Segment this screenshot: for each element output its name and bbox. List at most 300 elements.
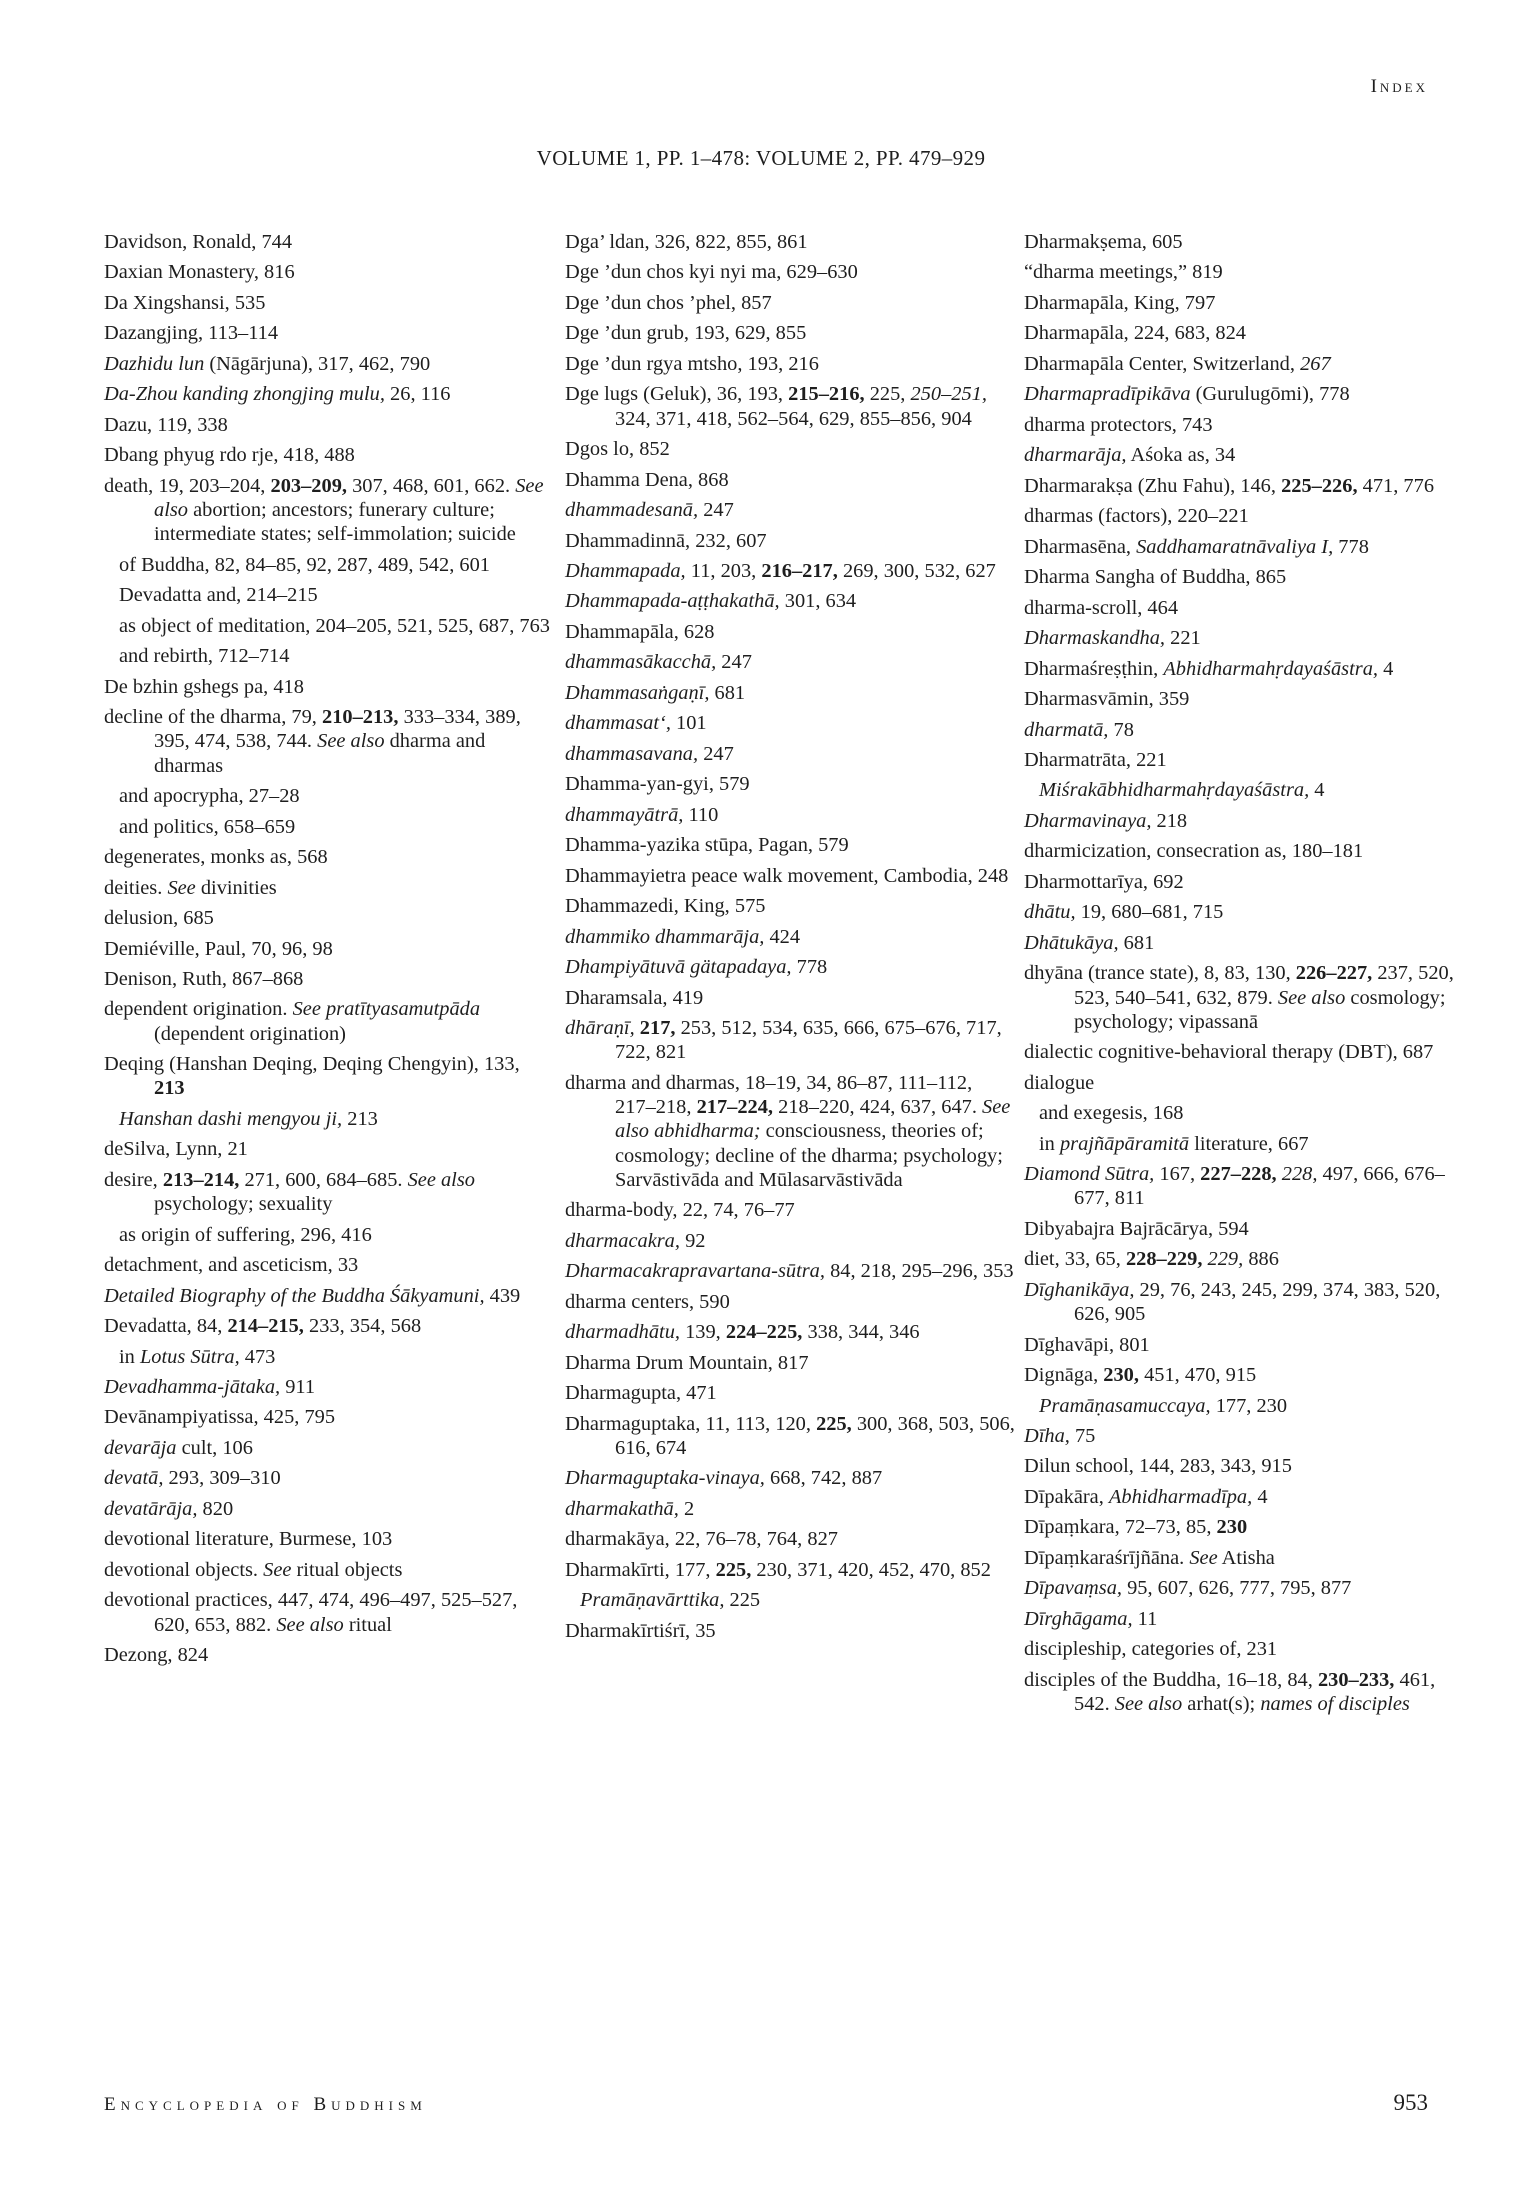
entry-text: “dharma meetings,” 819 <box>1024 261 1223 284</box>
entry-text: 911 <box>280 1375 316 1398</box>
index-entry <box>1024 1040 1474 1064</box>
entry-text: dialectic cognitive-behavioral therapy (DBT), 687 <box>1024 1041 1434 1064</box>
index-column-2 <box>565 230 1015 1649</box>
index-entry <box>1024 443 1474 467</box>
entry-text: decline of the dharma, 79, <box>104 706 322 729</box>
index-entry <box>104 321 554 345</box>
entry-text: 473 <box>239 1345 276 1368</box>
entry-text: dhammayātrā, <box>565 803 684 826</box>
entry-text: dharma and dharmas <box>154 730 486 777</box>
entry-text: 213 <box>342 1107 378 1130</box>
entry-text: dialogue <box>1024 1071 1095 1094</box>
index-entry <box>1024 474 1474 498</box>
entry-text: 29, 76, 243, 245, 299, 374, 383, 520, 626, 905 <box>1074 1278 1441 1326</box>
index-entry <box>104 1558 554 1582</box>
index-subentry <box>104 815 554 839</box>
entry-text: 681 <box>709 681 746 704</box>
index-entry <box>1024 1515 1474 1539</box>
entry-text: devatā, <box>104 1467 164 1490</box>
entry-text: 247 <box>698 499 734 522</box>
entry-text: dharmicization, consecration as, 180–181 <box>1024 840 1364 863</box>
entry-text: Dharmarakṣa (Zhu Fahu), 146, <box>1024 474 1282 497</box>
entry-text: 230 <box>1216 1516 1248 1539</box>
index-entry <box>104 382 554 406</box>
entry-text: See also <box>407 1168 475 1191</box>
index-entry <box>1024 504 1474 528</box>
index-entry <box>565 559 1015 583</box>
entry-text: disciples of the Buddha, 16–18, 84, <box>1024 1668 1318 1691</box>
index-entry <box>1024 839 1474 863</box>
entry-text: and rebirth, 712–714 <box>119 645 290 668</box>
entry-text: 213 <box>154 1077 185 1100</box>
index-entry <box>1024 1162 1474 1211</box>
entry-text: See also <box>276 1613 344 1636</box>
index-entry <box>565 352 1015 376</box>
entry-text: cult, 106 <box>176 1436 253 1459</box>
entry-text: arhat(s); <box>1182 1693 1261 1716</box>
index-entry <box>565 437 1015 461</box>
entry-text: 247 <box>716 651 752 674</box>
index-entry <box>565 1497 1015 1521</box>
entry-text: Dazhidu lun <box>104 352 205 375</box>
entry-text: 230–233, <box>1317 1668 1395 1691</box>
index-subentry <box>104 583 554 607</box>
entry-text: Dge ’dun grub, 193, 629, 855 <box>565 322 807 345</box>
entry-text: 227–228, <box>1200 1163 1277 1186</box>
index-entry <box>104 291 554 315</box>
entry-text: deSilva, Lynn, 21 <box>104 1138 248 1161</box>
entry-text: dharmadhātu, <box>565 1321 680 1344</box>
index-entry <box>565 1351 1015 1375</box>
entry-text: Dīrghāgama, <box>1024 1607 1133 1630</box>
index-entry <box>1024 1333 1474 1357</box>
index-entry <box>104 443 554 467</box>
entry-text: See also <box>154 474 544 522</box>
index-entry <box>1024 687 1474 711</box>
index-entry <box>565 1016 1015 1065</box>
index-entry <box>565 1290 1015 1314</box>
entry-text: dependent origination. <box>104 998 293 1021</box>
index-entry <box>1024 870 1474 894</box>
entry-text: 101 <box>670 712 707 735</box>
entry-text: Dezong, 824 <box>104 1644 209 1666</box>
entry-text: and apocrypha, 27–28 <box>119 785 300 808</box>
entry-text: Dīpaṃkaraśrījñāna. <box>1024 1546 1190 1569</box>
entry-text: 225, <box>715 1558 752 1581</box>
index-entry <box>565 230 1015 254</box>
entry-text: 177, 230 <box>1210 1394 1288 1417</box>
index-entry <box>1024 1546 1474 1570</box>
index-entry <box>565 529 1015 553</box>
entry-text: Dīpavaṃsa, <box>1024 1577 1122 1600</box>
entry-text: cosmology; psychology; vipassanā <box>1074 986 1446 1033</box>
entry-text: psychology; sexuality <box>154 1193 333 1216</box>
entry-text: ritual objects <box>291 1558 403 1581</box>
entry-text: Pramāṇavārttika, <box>580 1589 725 1612</box>
entry-text: Aśoka as, 34 <box>1126 444 1236 467</box>
entry-text: 267 <box>1300 352 1331 375</box>
entry-text: 233, 354, 568 <box>303 1315 422 1338</box>
entry-text: Dgos lo, 852 <box>565 438 670 461</box>
entry-text: Devadatta and, 214–215 <box>119 584 318 607</box>
entry-text: Dignāga, <box>1024 1364 1104 1387</box>
entry-text: 78 <box>1108 718 1134 741</box>
entry-text: divinities <box>195 876 277 899</box>
entry-text: ritual <box>343 1613 392 1636</box>
index-entry <box>1024 1363 1474 1387</box>
entry-text: 4 <box>1252 1485 1268 1508</box>
entry-text: Abhidharmahṛdayaśāstra, <box>1163 657 1378 680</box>
entry-text: Dharmottarīya, 692 <box>1024 870 1184 893</box>
entry-text: Dharmapāla, King, 797 <box>1024 291 1216 314</box>
entry-text: Dge ’dun chos kyi nyi ma, 629–630 <box>565 261 858 284</box>
entry-text: 11, 203, <box>685 559 762 582</box>
page-number: 953 <box>1393 2090 1428 2115</box>
index-entry <box>104 230 554 254</box>
entry-text: 225–226, <box>1281 474 1358 497</box>
index-entry <box>1024 961 1474 1034</box>
entry-text: devotional objects. <box>104 1558 264 1581</box>
entry-text: See <box>1189 1546 1218 1569</box>
entry-text: Dhammapada-aṭṭhakathā, <box>565 590 780 613</box>
entry-text: Dharmapāla Center, Switzerland, <box>1024 352 1301 375</box>
entry-text: discipleship, categories of, 231 <box>1024 1638 1278 1661</box>
entry-text: 26, 116 <box>384 383 451 406</box>
index-entry <box>1024 1424 1474 1448</box>
index-entry <box>565 260 1015 284</box>
entry-text: 226–227, <box>1295 962 1373 985</box>
entry-text: Dharmasvāmin, 359 <box>1024 688 1190 711</box>
entry-text: See also <box>1114 1693 1183 1716</box>
index-entry <box>565 1071 1015 1192</box>
entry-text: and politics, 658–659 <box>119 815 296 838</box>
entry-text: 214–215, <box>227 1315 304 1338</box>
entry-text: See <box>263 1558 292 1581</box>
index-entry <box>565 681 1015 705</box>
entry-text: Demiéville, Paul, 70, 96, 98 <box>104 937 333 960</box>
entry-text: 269, 300, 532, 627 <box>837 559 996 582</box>
entry-text: Dge lugs (Geluk), 36, 193, <box>565 383 789 406</box>
entry-text: Saddhamaratnāvaliya I, <box>1136 535 1334 558</box>
entry-text: 218–220, 424, 637, 647. <box>773 1096 983 1119</box>
entry-text: 218 <box>1151 809 1188 832</box>
entry-text: 4 <box>1378 657 1394 680</box>
index-entry <box>104 937 554 961</box>
entry-text: Dge ’dun chos ’phel, 857 <box>565 291 772 314</box>
entry-text: 237, 520, 523, 540–541, 632, 879. <box>1074 962 1454 1009</box>
entry-text: 217–224, <box>696 1096 774 1119</box>
entry-text: Da Xingshansi, 535 <box>104 291 266 314</box>
entry-text: dharma protectors, 743 <box>1024 413 1213 436</box>
index-entry <box>1024 718 1474 742</box>
entry-text: See also abhidharma; <box>615 1096 1011 1143</box>
index-entry <box>565 711 1015 735</box>
entry-text: Diamond Sūtra, <box>1024 1163 1155 1186</box>
entry-text: Lotus Sūtra, <box>139 1345 240 1368</box>
entry-text: and exegesis, 168 <box>1039 1102 1184 1125</box>
entry-text: dharmacakra, <box>565 1229 680 1252</box>
entry-text: in <box>119 1345 140 1368</box>
entry-text: (Gurulugōmi), 778 <box>1190 383 1350 406</box>
entry-text: 333–334, 389, 395, 474, 538, 744. <box>154 706 521 753</box>
entry-text: Dharmasēna, <box>1024 535 1137 558</box>
index-entry <box>565 1558 1015 1582</box>
entry-text: degenerates, monks as, 568 <box>104 846 328 869</box>
entry-text: Dharmatrāta, 221 <box>1024 748 1167 771</box>
entry-text: 338, 344, 346 <box>802 1321 920 1344</box>
entry-text: Dharmaguptaka, 11, 113, 120, <box>565 1412 817 1435</box>
entry-text: 778 <box>1333 535 1369 558</box>
entry-text: Atisha <box>1217 1546 1275 1569</box>
entry-text: Dhammasaṅgaṇī, <box>565 681 710 704</box>
footer-book-title: Encyclopedia of Buddhism <box>104 2094 427 2115</box>
entry-text: prajñāpāramitā <box>1059 1132 1190 1155</box>
index-entry <box>1024 1485 1474 1509</box>
entry-text: See also <box>1277 986 1346 1009</box>
entry-text: detachment, and asceticism, 33 <box>104 1254 359 1277</box>
entry-text: See also <box>317 730 385 753</box>
entry-text: 250–251, <box>910 383 987 406</box>
index-entry <box>1024 321 1474 345</box>
entry-text: 324, 371, 418, 562–564, 629, 855–856, 904 <box>615 407 972 430</box>
entry-text: See pratītyasamutpāda <box>292 998 481 1021</box>
index-entry <box>104 1253 554 1277</box>
index-entry <box>1024 352 1474 376</box>
index-entry <box>565 1527 1015 1551</box>
entry-text: dhātu, <box>1024 901 1076 924</box>
index-entry <box>104 1168 554 1217</box>
entry-text: deities. <box>104 876 168 899</box>
index-entry <box>104 1643 554 1667</box>
entry-text: Dharmaskandha, <box>1024 627 1166 650</box>
entry-text: Dharmakṣema, 605 <box>1024 231 1183 253</box>
entry-text: as object of meditation, 204–205, 521, 525, 687, 763 <box>119 614 550 637</box>
entry-text: Dharmaśreṣṭhin, <box>1024 657 1164 680</box>
entry-text: 247 <box>698 742 734 765</box>
entry-text: Dazangjing, 113–114 <box>104 322 279 345</box>
entry-text: dharmarāja, <box>1024 444 1127 467</box>
entry-text: 213–214, <box>162 1168 240 1191</box>
index-subentry <box>104 1345 554 1369</box>
entry-text: Dharmagupta, 471 <box>565 1382 717 1405</box>
entry-text: 216–217, <box>761 559 838 582</box>
entry-text: diet, 33, 65, <box>1024 1248 1126 1271</box>
entry-text: 225, <box>864 383 911 406</box>
index-entry <box>1024 382 1474 406</box>
index-entry <box>1024 291 1474 315</box>
index-entry <box>565 498 1015 522</box>
entry-text: 75 <box>1069 1425 1096 1447</box>
index-subentry <box>104 1223 554 1247</box>
index-entry <box>565 955 1015 979</box>
index-entry <box>104 1314 554 1338</box>
index-entry <box>565 864 1015 888</box>
entry-text: 229, <box>1207 1248 1244 1271</box>
entry-text: (Nāgārjuna), 317, 462, 790 <box>204 352 431 375</box>
entry-text: Devadhamma-jātaka, <box>104 1375 281 1398</box>
entry-text: 461, 542. <box>1074 1668 1436 1716</box>
entry-text: Dīpaṃkara, 72–73, 85, <box>1024 1516 1217 1539</box>
entry-text: Denison, Ruth, 867–868 <box>104 967 304 990</box>
index-entry <box>565 1320 1015 1344</box>
entry-text: dhāraṇī, <box>565 1017 635 1039</box>
entry-text: of Buddha, 82, 84–85, 92, 287, 489, 542, 601 <box>119 553 490 576</box>
index-entry <box>565 742 1015 766</box>
entry-text: Dharmakīrti, 177, <box>565 1558 716 1581</box>
entry-text: devotional practices, 447, 474, 496–497, 525–527, 620, 653, 882. <box>104 1589 518 1636</box>
entry-text: as origin of suffering, 296, 416 <box>119 1223 372 1246</box>
entry-text: Hanshan dashi mengyou ji, <box>119 1107 343 1130</box>
entry-text: Dīpakāra, <box>1024 1485 1109 1508</box>
entry-text: 84, 218, 295–296, 353 <box>824 1260 1014 1283</box>
entry-text: 210–213, <box>322 706 399 729</box>
entry-text: Abhidharmadīpa, <box>1108 1485 1253 1508</box>
entry-text: desire, <box>104 1168 163 1191</box>
index-entry <box>1024 1454 1474 1478</box>
index-entry <box>1024 900 1474 924</box>
index-entry <box>104 474 554 547</box>
index-subentry <box>104 553 554 577</box>
index-subentry <box>104 614 554 638</box>
entry-text: dharma centers, 590 <box>565 1290 730 1313</box>
entry-text: 668, 742, 887 <box>764 1467 883 1490</box>
entry-text: Devānampiyatissa, 425, 795 <box>104 1406 336 1429</box>
entry-text: dhammiko dhammarāja, <box>565 925 765 948</box>
entry-text: Devadatta, 84, <box>104 1315 228 1338</box>
entry-text: Dharamsala, 419 <box>565 986 704 1009</box>
entry-text: 228–229, <box>1125 1248 1203 1271</box>
entry-text: consciousness, theories of; cosmology; decline of the dharma; psychology; Sarvāstivāda and Mūlasarvāstivāda <box>615 1120 1003 1191</box>
index-entry <box>1024 809 1474 833</box>
index-entry <box>1024 1668 1474 1717</box>
entry-text: Daxian Monastery, 816 <box>104 261 295 284</box>
entry-text: 681 <box>1118 931 1155 954</box>
index-entry <box>104 876 554 900</box>
entry-text: Davidson, Ronald, 744 <box>104 231 293 253</box>
entry-text: death, 19, 203–204, <box>104 474 271 497</box>
entry-text: 2 <box>678 1497 695 1520</box>
index-entry <box>565 772 1015 796</box>
entry-text: Dhammadinnā, 232, 607 <box>565 529 767 552</box>
entry-text: dharmakāya, 22, 76–78, 764, 827 <box>565 1528 838 1551</box>
index-entry <box>104 1588 554 1637</box>
entry-text: 307, 468, 601, 662. <box>346 474 516 497</box>
index-entry <box>104 352 554 376</box>
index-entry <box>565 803 1015 827</box>
entry-text: Dhamma-yazika stūpa, Pagan, 579 <box>565 834 849 857</box>
index-entry <box>565 589 1015 613</box>
entry-text: 19, 680–681, 715 <box>1075 901 1224 924</box>
index-entry <box>104 906 554 930</box>
entry-text: dharma-scroll, 464 <box>1024 596 1179 619</box>
index-column-1 <box>104 230 554 1673</box>
entry-text: Dhammapada, <box>565 559 686 582</box>
index-entry <box>565 925 1015 949</box>
entry-text: Dharma Drum Mountain, 817 <box>565 1351 809 1374</box>
index-subentry <box>1024 778 1474 802</box>
entry-text: Detailed Biography of the Buddha Śākyamuni, <box>104 1284 485 1307</box>
index-entry <box>104 1497 554 1521</box>
volume-range-heading: VOLUME 1, PP. 1–478: VOLUME 2, PP. 479–929 <box>536 146 986 170</box>
entry-text: 230, 371, 420, 452, 470, 852 <box>751 1558 991 1581</box>
entry-text: 225, <box>816 1412 852 1435</box>
index-entry <box>565 833 1015 857</box>
index-entry <box>104 997 554 1046</box>
entry-text: Dharmaguptaka-vinaya, <box>565 1467 765 1490</box>
entry-text: 228, <box>1281 1163 1318 1186</box>
index-entry <box>1024 1576 1474 1600</box>
entry-text: Dhammazedi, King, 575 <box>565 895 766 918</box>
index-entry <box>104 260 554 284</box>
index-subentry <box>1024 1394 1474 1418</box>
entry-text: Pramāṇasamuccaya, <box>1039 1394 1211 1417</box>
entry-text: Dīghavāpi, 801 <box>1024 1333 1150 1356</box>
entry-text: literature, 667 <box>1189 1132 1309 1155</box>
index-column-3 <box>1024 230 1474 1723</box>
entry-text: in <box>1039 1132 1060 1155</box>
index-entry <box>565 1381 1015 1405</box>
entry-text: Dhampiyātuvā gätapadaya, <box>565 956 792 979</box>
entry-text: Dhamma-yan-gyi, 579 <box>565 773 750 796</box>
entry-text: Dharma Sangha of Buddha, 865 <box>1024 566 1287 589</box>
entry-text: 4 <box>1309 779 1325 802</box>
index-subentry <box>104 1107 554 1131</box>
entry-text: De bzhin gshegs pa, 418 <box>104 675 304 698</box>
index-entry <box>104 705 554 778</box>
entry-text: 225 <box>724 1589 761 1612</box>
entry-text: abortion; ancestors; funerary culture; intermediate states; self-immolation; suicide <box>154 499 516 546</box>
index-entry <box>1024 1217 1474 1241</box>
entry-text: Dharmakīrtiśrī, 35 <box>565 1619 716 1642</box>
index-subentry <box>565 1588 1015 1612</box>
entry-text: 215–216, <box>788 383 865 406</box>
index-entry <box>1024 565 1474 589</box>
entry-text: Dga’ ldan, 326, 822, 855, 861 <box>565 231 808 253</box>
index-entry <box>104 1405 554 1429</box>
entry-text: 497, 666, 676–677, 811 <box>1074 1163 1445 1210</box>
entry-text: 439 <box>484 1284 521 1307</box>
index-entry <box>104 1284 554 1308</box>
entry-text: dhammasākacchā, <box>565 651 717 674</box>
entry-text: Dharmavinaya, <box>1024 809 1152 832</box>
entry-text: Da-Zhou kanding zhongjing mulu, <box>104 383 385 406</box>
entry-text: Miśrakābhidharmahṛdayaśāstra, <box>1039 779 1310 802</box>
index-subentry <box>1024 1132 1474 1156</box>
entry-text: 778 <box>791 956 828 979</box>
index-entry <box>1024 626 1474 650</box>
entry-text: 221 <box>1165 627 1201 650</box>
index-entry <box>565 321 1015 345</box>
entry-text: 253, 512, 534, 635, 666, 675–676, 717, 722, 821 <box>615 1017 1002 1064</box>
entry-text: dhyāna (trance state), 8, 83, 130, <box>1024 962 1296 985</box>
entry-text: dharmatā, <box>1024 718 1109 741</box>
index-entry <box>565 291 1015 315</box>
index-entry <box>104 675 554 699</box>
entry-text: 271, 600, 684–685. <box>239 1168 408 1191</box>
entry-text: 224–225, <box>725 1321 803 1344</box>
entry-text: 217, <box>639 1017 676 1039</box>
index-entry <box>565 382 1015 431</box>
entry-text: See <box>167 876 196 899</box>
index-entry <box>565 1198 1015 1222</box>
index-entry <box>1024 413 1474 437</box>
entry-text: Dhammapāla, 628 <box>565 620 715 643</box>
entry-text: dhammasat‘, <box>565 712 671 735</box>
entry-text: Dibyabajra Bajrācārya, 594 <box>1024 1217 1249 1240</box>
entry-text: Dbang phyug rdo rje, 418, 488 <box>104 444 355 467</box>
entry-text: 139, <box>680 1321 726 1344</box>
index-subentry <box>104 784 554 808</box>
